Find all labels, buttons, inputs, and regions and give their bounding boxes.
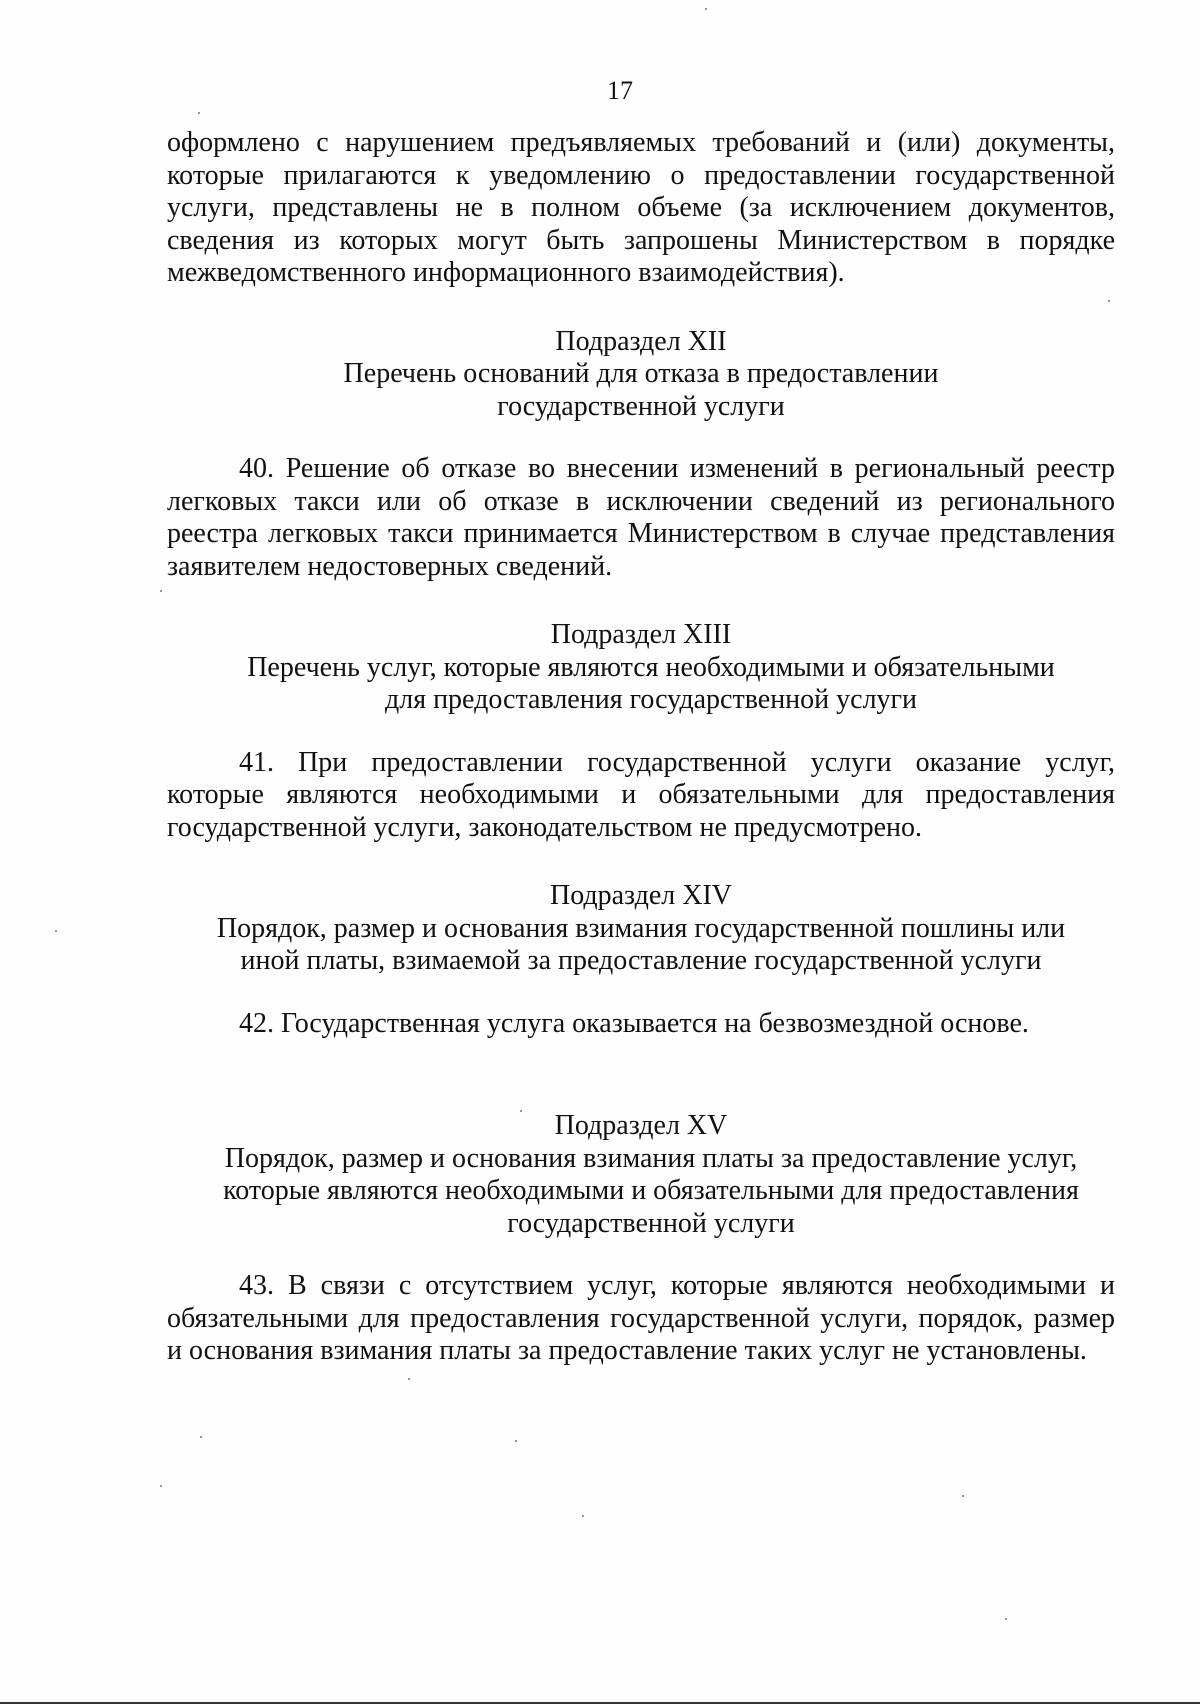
scan-speck <box>705 8 707 10</box>
paragraph-41: 41. При предоставлении государственной услуги оказание услуг, которые являются необходимыми и обязательными для предоставления государственной услуги, законодательством не предусмотрено. <box>167 746 1115 843</box>
section-title: Порядок, размер и основания взимания государственной пошлины или иной платы, взимаемой за предоставление государственной услуги <box>216 912 1066 976</box>
section-title: Перечень оснований для отказа в предоставлении государственной услуги <box>343 358 939 422</box>
scan-speck <box>198 112 200 114</box>
scan-speck <box>160 1485 162 1487</box>
paragraph-42: 42. Государственная услуга оказывается на безвозмездной основе. <box>239 1007 1029 1039</box>
section-title: Перечень услуг, которые являются необходимыми и обязательными для предоставления государственной услуги <box>247 651 1055 715</box>
scan-speck <box>520 1110 522 1112</box>
paragraph-40: 40. Решение об отказе во внесении изменений в региональный реестр легковых такси или об отказе в исключении сведений из регионального реестра легковых такси принимается Министерством в случае представления заявителем недостоверных сведений. <box>167 453 1115 582</box>
section-label: Подраздел XIV <box>549 880 733 911</box>
intro-paragraph: оформлено с нарушением предъявляемых требований и (или) документы, которые прилагаются к уведомлению о предоставлении государственной услуги, представлены не в полном объеме (за исключением документов, сведения из которых могут быть запрошены Министерством в порядке межведомственного информационного взаимодействия). <box>167 127 1115 288</box>
page-number: 17 <box>607 76 633 105</box>
scan-speck <box>408 1378 410 1380</box>
section-heading-xii <box>167 326 1115 424</box>
section-title: Порядок, размер и основания взимания платы за предоставление услуг, которые являются необходимыми и обязательными для предоставления государственной услуги <box>223 1142 1079 1239</box>
scan-speck <box>582 1515 584 1517</box>
scan-speck <box>160 590 162 592</box>
scan-speck <box>200 1436 202 1438</box>
scan-speck <box>962 1495 964 1497</box>
scan-speck <box>55 930 57 932</box>
section-label: Подраздел XIII <box>550 619 732 650</box>
scan-speck <box>1005 1618 1007 1620</box>
document-body <box>167 127 1115 1368</box>
section-label: Подраздел XII <box>555 325 727 357</box>
section-heading-xiv <box>167 880 1115 978</box>
section-heading-xiii <box>167 619 1115 717</box>
section-heading-xv <box>167 1110 1115 1240</box>
scan-speck <box>515 1440 517 1442</box>
scan-speck <box>1108 300 1110 302</box>
section-label: Подраздел XV <box>554 1110 728 1141</box>
paragraph-43: 43. В связи с отсутствием услуг, которые являются необходимыми и обязательными для предоставления государственной услуги, порядок, размер и основания взимания платы за предоставление таких услуг не установлены. <box>167 1270 1115 1366</box>
